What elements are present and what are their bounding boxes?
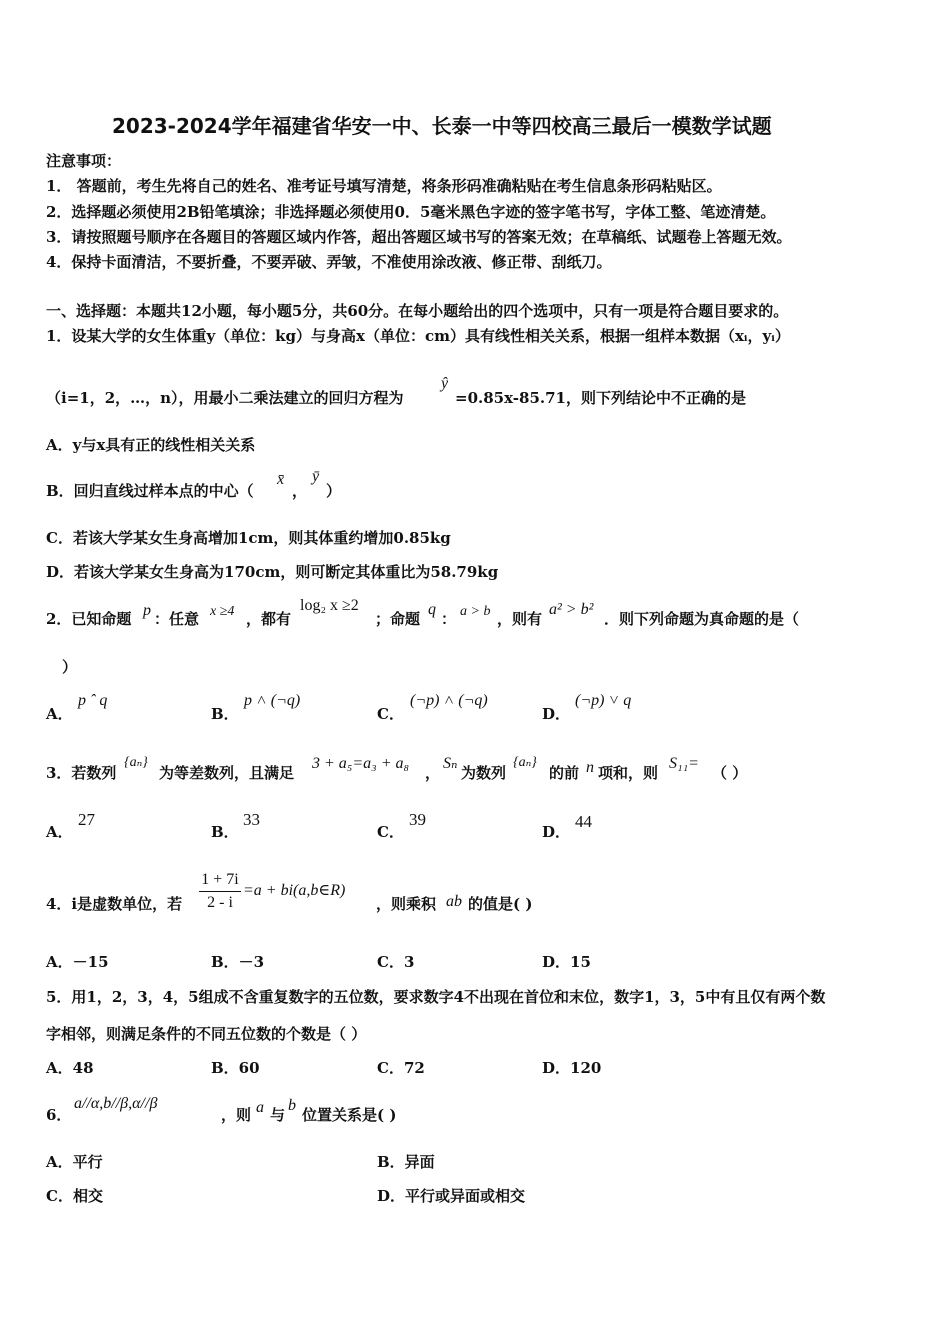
q4-numerator: 1 + 7i bbox=[201, 871, 239, 888]
q3-stem-a: 3．若数列 bbox=[46, 764, 117, 782]
q6-var-b: b bbox=[288, 1097, 296, 1114]
q6-stem-b: ，则 bbox=[221, 1106, 252, 1124]
q4-stem-b: ，则乘积 bbox=[376, 895, 437, 913]
q6-option-b: B．异面 bbox=[377, 1153, 435, 1171]
q1-option-b-close: ） bbox=[326, 482, 342, 500]
notice-item: 4．保持卡面清洁，不要折叠，不要弄破、弄皱，不准使用涂改液、修正带、刮纸刀。 bbox=[46, 253, 612, 271]
q1-stem-line2-b: =0.85x-85.71，则下列结论中不正确的是 bbox=[455, 389, 746, 407]
q5-option-c: C．72 bbox=[377, 1059, 425, 1077]
q3-n: n bbox=[586, 759, 594, 776]
q5-option-d: D．120 bbox=[542, 1059, 602, 1077]
q3-s11: S₁₁= bbox=[669, 755, 699, 772]
q2-option-d-label: D． bbox=[542, 705, 571, 723]
q5-stem-line2: 字相邻，则满足条件的不同五位数的个数是（ ） bbox=[46, 1025, 367, 1043]
q6-expr: a//α,b//β,α//β bbox=[74, 1095, 158, 1112]
q2-option-c-expr: (¬p) ˄ (¬q) bbox=[410, 692, 488, 709]
q2-option-c-label: C． bbox=[377, 705, 404, 723]
q3-eq: 3 + a₅=a₃ + a₈ bbox=[312, 755, 410, 772]
q2-stem-b: ：任意 bbox=[154, 610, 200, 628]
q3-stem-e: 的前 bbox=[549, 764, 580, 782]
q3-stem-b: 为等差数列，且满足 bbox=[159, 764, 295, 782]
q1-comma: ， bbox=[292, 482, 308, 500]
notice-heading: 注意事项： bbox=[46, 152, 122, 170]
notice-item: 2．选择题必须使用2B铅笔填涂；非选择题必须使用0．5毫米黑色字迹的签字笔书写，字体工整、笔迹清楚。 bbox=[46, 203, 776, 221]
q1-stem-line1: 1．设某大学的女生体重y（单位：kg）与身高x（单位：cm）具有线性相关关系，根据一组样本数据（xᵢ，yᵢ） bbox=[46, 327, 790, 345]
q3-option-c-value: 39 bbox=[409, 810, 426, 829]
q3-option-c-label: C． bbox=[377, 823, 404, 841]
q1-option-a: A．y与x具有正的线性相关关系 bbox=[46, 436, 256, 454]
q2-p: p bbox=[143, 602, 151, 619]
q1-option-b: B．回归直线过样本点的中心（ bbox=[46, 482, 254, 500]
q1-yhat: ŷ bbox=[441, 375, 449, 392]
q5-option-a: A．48 bbox=[46, 1059, 94, 1077]
q2-option-a-expr: p ˆ q bbox=[78, 692, 108, 709]
q3-sn: Sₙ bbox=[443, 755, 458, 772]
q2-stem-g: ，则有 bbox=[497, 610, 543, 628]
q2-stem-a: 2．已知命题 bbox=[46, 610, 132, 628]
q2-stem-close: ） bbox=[62, 658, 78, 676]
q3-option-b-value: 33 bbox=[243, 810, 260, 829]
section-heading: 一、选择题：本题共12小题，每小题5分，共60分。在每小题给出的四个选项中，只有一项是符合题目要求的。 bbox=[46, 302, 789, 320]
notice-item: 3．请按照题号顺序在各题目的答题区域内作答，超出答题区域书写的答案无效；在草稿纸、试题卷上答题无效。 bbox=[46, 228, 792, 246]
q1-option-d: D．若该大学某女生身高为170cm，则可断定其体重比为58.79kg bbox=[46, 563, 499, 581]
q4-stem-c: 的值是( ) bbox=[468, 895, 533, 913]
q6-stem-c: 与 bbox=[270, 1106, 286, 1124]
q2-cond3: a > b bbox=[460, 604, 491, 619]
q2-option-a-label: A． bbox=[46, 705, 73, 723]
q6-stem-d: 位置关系是( ) bbox=[302, 1106, 397, 1124]
q3-option-a-value: 27 bbox=[78, 810, 95, 829]
q2-stem-d: ，都有 bbox=[246, 610, 292, 628]
q3-option-d-value: 44 bbox=[575, 812, 592, 831]
q2-cond2: log₂ x ≥2 bbox=[300, 597, 359, 614]
q4-stem-a: 4．i是虚数单位，若 bbox=[46, 895, 183, 913]
q4-option-c: C．3 bbox=[377, 953, 415, 971]
notice-item: 1． 答题前，考生先将自己的姓名、准考证号填写清楚，将条形码准确粘贴在考生信息条形码粘贴区。 bbox=[46, 177, 722, 195]
page-title: 2023-2024学年福建省华安一中、长泰一中等四校高三最后一模数学试题 bbox=[112, 114, 772, 138]
q5-option-b: B．60 bbox=[211, 1059, 260, 1077]
q4-fraction-bar bbox=[199, 891, 241, 892]
q2-stem-h: ．则下列命题为真命题的是（ bbox=[604, 610, 800, 628]
q3-seq2: {aₙ} bbox=[513, 755, 537, 770]
q6-var-a: a bbox=[256, 1099, 264, 1116]
q2-option-b-label: B． bbox=[211, 705, 239, 723]
q3-seq: {aₙ} bbox=[124, 755, 148, 770]
q6-option-c: C．相交 bbox=[46, 1187, 103, 1205]
q1-stem-line2-a: （i=1，2，…，n），用最小二乘法建立的回归方程为 bbox=[46, 389, 404, 407]
q2-stem-e: ；命题 bbox=[375, 610, 421, 628]
q2-option-d-expr: (¬p) ˅ q bbox=[575, 692, 632, 709]
q2-option-b-expr: p ˄ (¬q) bbox=[244, 692, 301, 709]
q2-q: q bbox=[428, 601, 436, 618]
q2-cond4: a² > b² bbox=[549, 601, 594, 618]
q2-cond1: x ≥4 bbox=[210, 604, 235, 619]
q2-stem-f: ： bbox=[441, 610, 457, 628]
q5-stem-line1: 5．用1，2，3，4，5组成不含重复数字的五位数，要求数字4不出现在首位和末位，数字1，3，5中有且仅有两个数 bbox=[46, 988, 826, 1006]
q1-ybar: ȳ bbox=[312, 468, 320, 485]
q3-option-b-label: B． bbox=[211, 823, 239, 841]
q6-option-a: A．平行 bbox=[46, 1153, 103, 1171]
q4-option-d: D．15 bbox=[542, 953, 591, 971]
q3-option-a-label: A． bbox=[46, 823, 73, 841]
q1-option-c: C．若该大学某女生身高增加1cm，则其体重约增加0.85kg bbox=[46, 529, 451, 547]
q4-option-a: A．－15 bbox=[46, 953, 109, 971]
q3-stem-g: （ ） bbox=[712, 764, 748, 782]
q4-denominator: 2 - i bbox=[207, 894, 233, 911]
q6-option-d: D．平行或异面或相交 bbox=[377, 1187, 526, 1205]
q4-fraction bbox=[199, 871, 241, 912]
q6-stem-a: 6． bbox=[46, 1106, 72, 1124]
q1-xbar: x̄ bbox=[277, 471, 285, 488]
q3-option-d-label: D． bbox=[542, 823, 571, 841]
q3-stem-d: 为数列 bbox=[461, 764, 507, 782]
q3-stem-c: ， bbox=[425, 764, 441, 782]
q4-option-b: B．－3 bbox=[211, 953, 265, 971]
q3-stem-f: 项和，则 bbox=[598, 764, 659, 782]
q4-ab: ab bbox=[446, 893, 462, 910]
q4-rhs: =a + bi(a,b∈R) bbox=[243, 882, 346, 899]
